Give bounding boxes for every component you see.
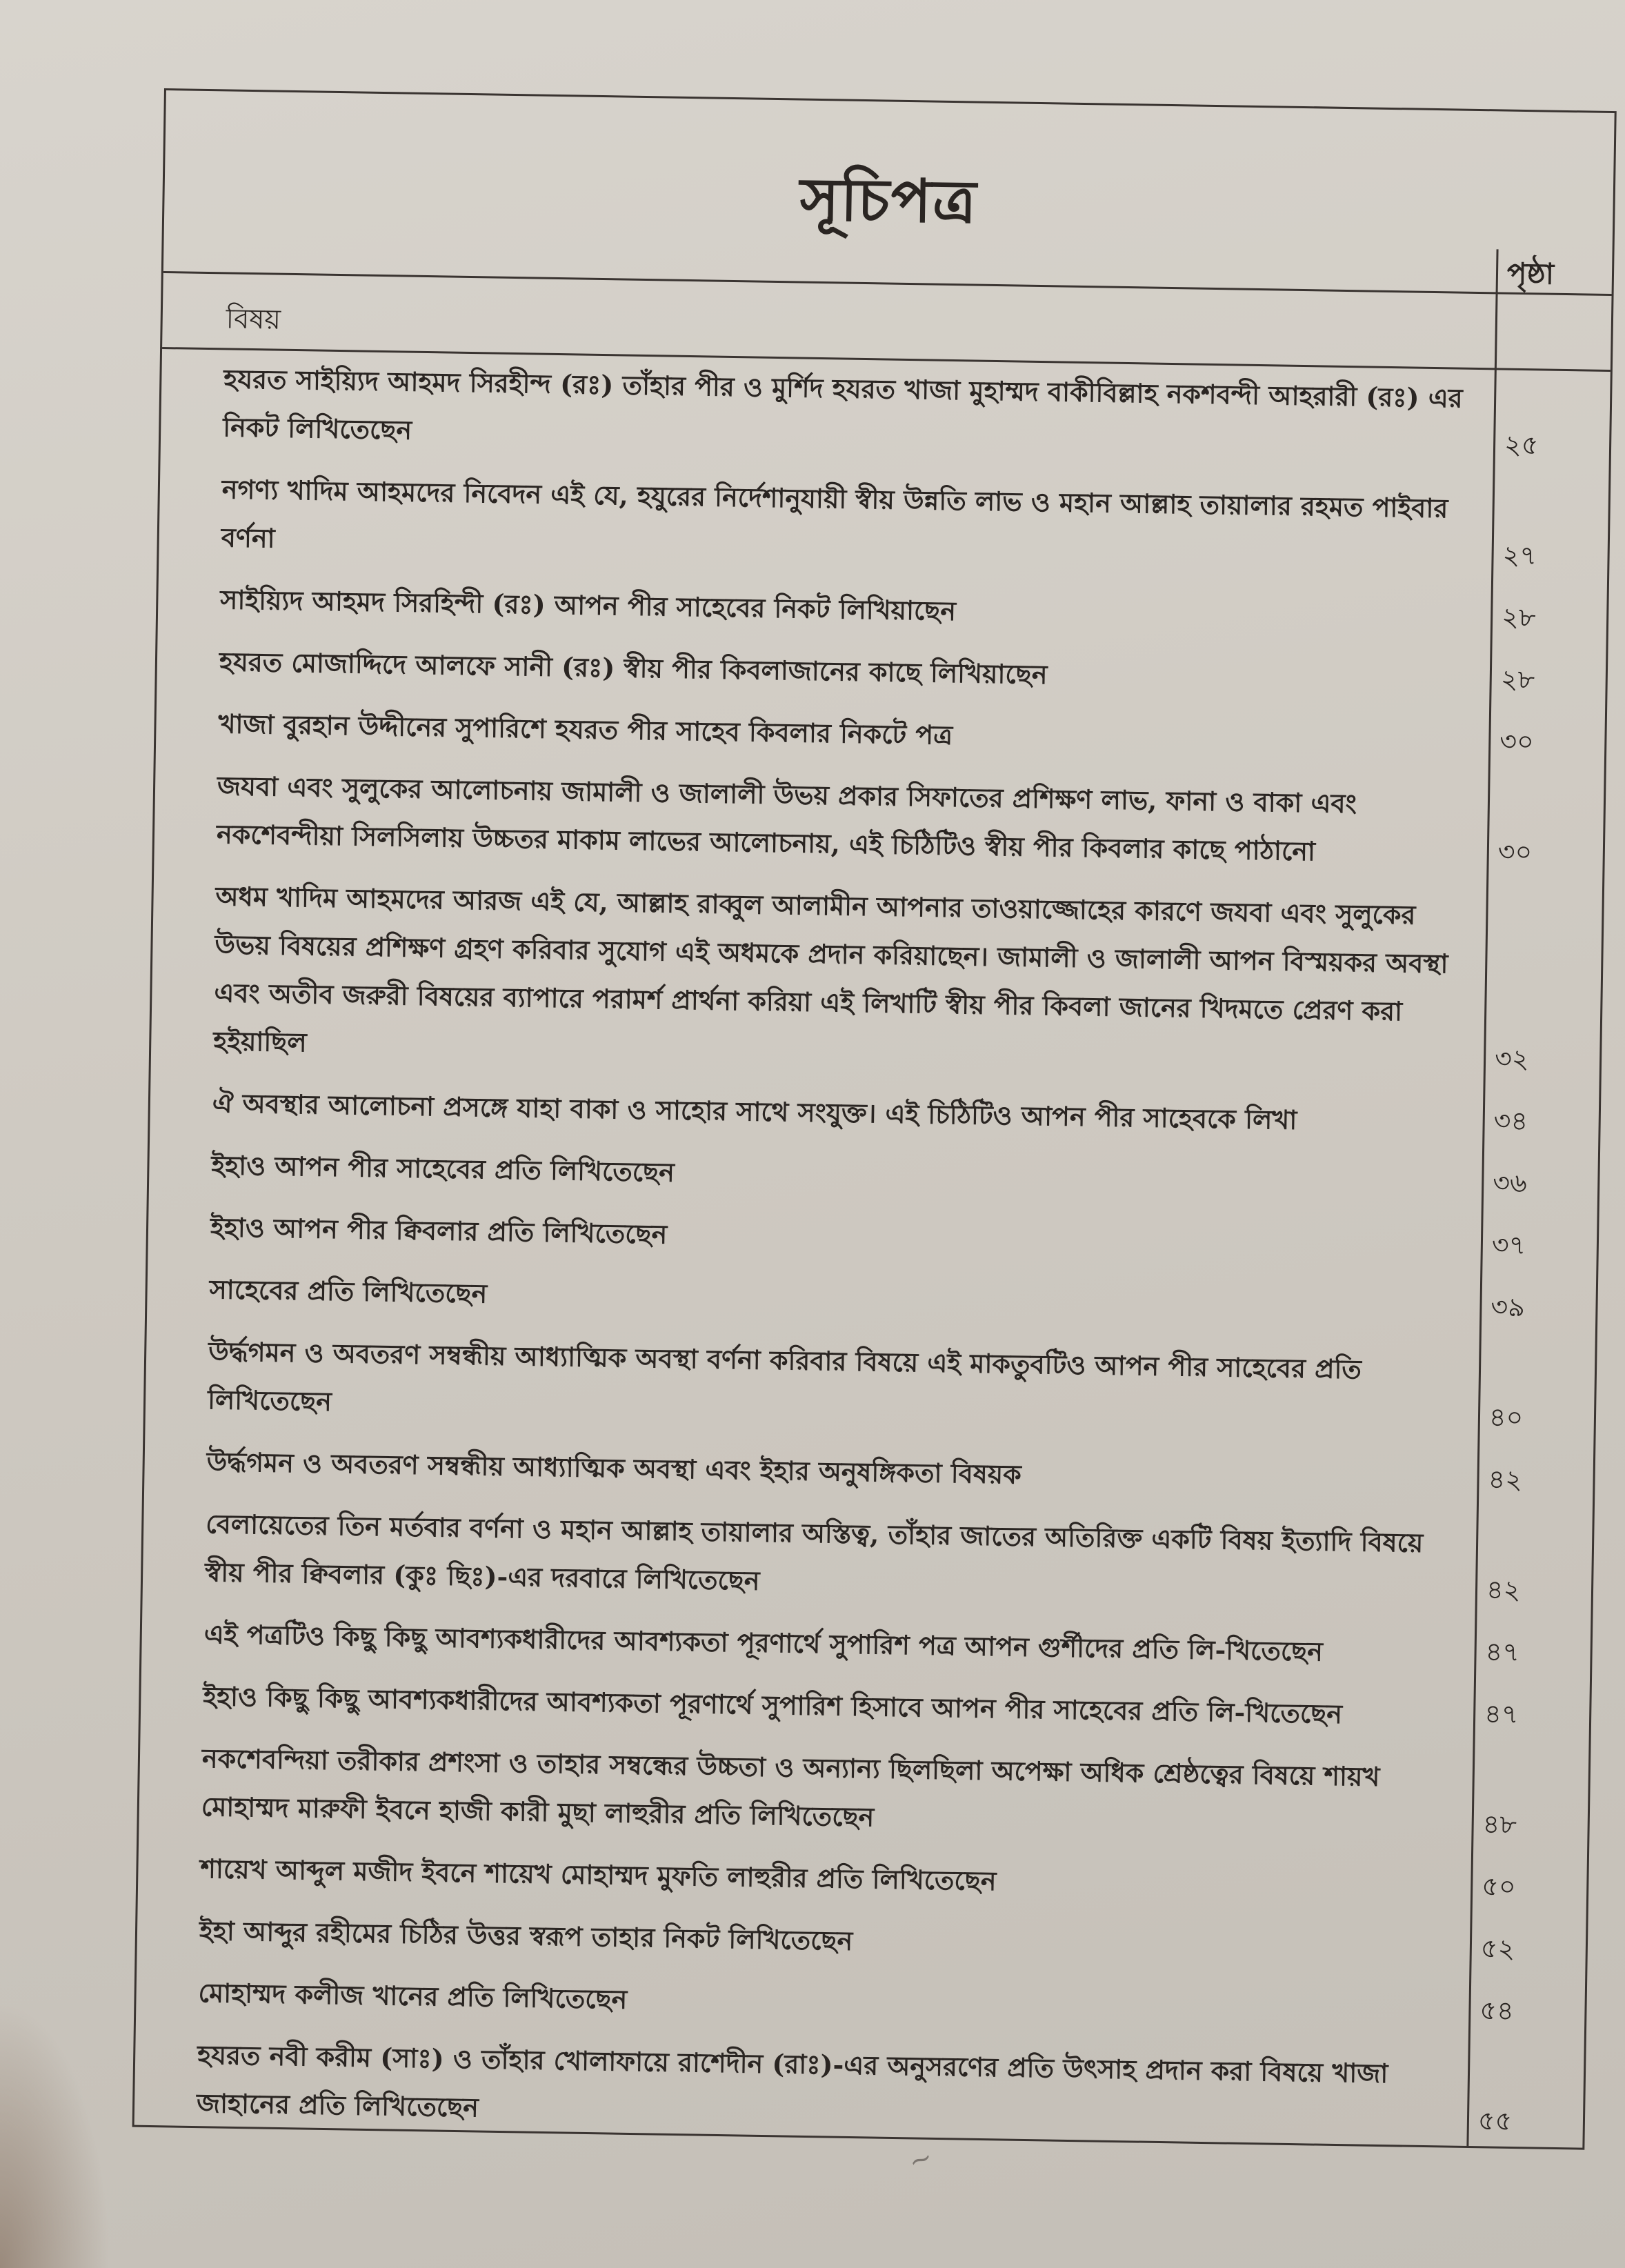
entry-text: ইহা আব্দুর রহীমের চিঠির উত্তর স্বরূপ তাহার নিকট লিখিতেছেন [199, 1915, 853, 1957]
finger-shadow [0, 2000, 110, 2268]
entry-page: ৪৭ [1485, 1636, 1520, 1668]
entry-page: ৫২ [1480, 1933, 1515, 1964]
entry-text: ইহাও কিছু কিছু আবশ্যকধারীদের আবশ্যকতা পূরণার্থে সুপারিশ হিসাবে আপন পীর সাহেবের প্রতি লি-খিতেছেন [203, 1680, 1343, 1730]
entry-page: ২৭ [1502, 539, 1537, 571]
entry-text: এই পত্রটিও কিছু কিছু আবশ্যকধারীদের আবশ্যকতা পূরণার্থে সুপারিশ পত্র আপন গুর্শীদের প্রতি লি-খিতেছেন [203, 1618, 1324, 1667]
entry-page: ৪২ [1486, 1574, 1521, 1606]
contents-table [132, 88, 1617, 2150]
entry-page: ৩৭ [1491, 1229, 1526, 1261]
entry-text: নগণ্য খাদিম আহমদের নিবেদন এই যে, হযুরের নির্দেশানুযায়ী স্বীয় উন্নতি লাভ ও মহান আল্লাহ তায়ালার রহমত পাইবার বর্ণনা [221, 473, 1448, 554]
entry-text: উর্দ্ধগমন ও অবতরণ সম্বন্ধীয় আধ্যাত্মিক অবস্থা বর্ণনা করিবার বিষয়ে এই মাকতুবটিও আপন পীর সাহেবের প্রতি লিখিতেছেন [207, 1335, 1362, 1418]
entry-text: জযবা এবং সুলুকের আলোচনায় জামালী ও জালালী উভয় প্রকার সিফাতের প্রশিক্ষণ লাভ, ফানা ও বাকা এবং নকশেবন্দীয়া সিলসিলায় উচ্চতর মাকাম লাভের আলোচনায়, এই চিঠিটিও স্বীয় পীর কিবলার কাছে পাঠানো [216, 770, 1357, 867]
entries-list [134, 347, 1611, 2148]
pencil-mark: ~ [904, 2140, 937, 2179]
entry-text: মোহাম্মদ কলীজ খানের প্রতি লিখিতেছেন [198, 1977, 628, 2015]
entry-page: ৪২ [1488, 1464, 1523, 1495]
entry-text: অধম খাদিম আহমদের আরজ এই যে, আল্লাহ রাব্বুল আলামীন আপনার তাওয়াজ্জোহের কারণে জযবা এবং সুলুকের উভয় বিষয়ের প্রশিক্ষণ গ্রহণ করিবার সুযোগ এই অধমকে প্রদান করিয়াছেন। জামালী ও জালালী আপন বিস্ময়কর অবস্থা এবং অতীব জরুরী বিষয়ের ব্যাপারে পরামর্শ প্রার্থনা করিয়া এই লিখাটি স্বীয় পীর কিবলা জানের খিদমতে প্রেরণ করা হইয়াছিল [212, 880, 1448, 1058]
entry-page: ৩৯ [1491, 1291, 1526, 1323]
list-item [134, 2023, 1584, 2156]
entry-page: ৩০ [1497, 836, 1533, 868]
entry-text: খাজা বুরহান উদ্দীনের সুপারিশে হযরত পীর সাহেব কিবলার নিকটে পত্র [218, 708, 953, 751]
entry-page: ৩৪ [1493, 1105, 1528, 1137]
header-subject: বিষয় [226, 303, 281, 336]
page-title: সূচিপত্র [799, 164, 979, 237]
header-page: পৃষ্ঠা [1506, 256, 1555, 291]
list-item [151, 864, 1602, 1094]
entry-page: ৫৪ [1479, 1995, 1515, 2027]
entry-page: ৫৫ [1477, 2105, 1513, 2137]
entry-page: ২৮ [1500, 664, 1535, 695]
entry-page: ৩৬ [1492, 1167, 1528, 1199]
entry-page: ২৫ [1504, 429, 1539, 461]
entry-page: ৩০ [1499, 726, 1535, 757]
entry-page: ৪০ [1488, 1402, 1524, 1433]
entry-page: ৪৭ [1484, 1698, 1519, 1730]
entry-text: হযরত মোজাদ্দিদে আলফে সানী (রঃ) স্বীয় পীর কিবলাজানের কাছে লিখিয়াছেন [219, 646, 1048, 690]
entry-page: ৪৮ [1482, 1809, 1517, 1840]
entry-page: ৩২ [1494, 1043, 1529, 1075]
entry-text: হযরত সাইয়্যিদ আহমদ সিরহীন্দ (রঃ) তাঁহার পীর ও মুর্শিদ হযরত খাজা মুহাম্মদ বাকীবিল্লাহ নকশবন্দী আহরারী (রঃ) এর নিকট লিখিতেছেন [222, 363, 1464, 446]
entry-text: উর্দ্ধগমন ও অবতরণ সম্বন্ধীয় আধ্যাত্মিক অবস্থা এবং ইহার অনুষঙ্গিকতা বিষয়ক [206, 1446, 1022, 1490]
entry-page: ২৮ [1501, 601, 1536, 633]
entry-text: ইহাও আপন পীর ক্বিবলার প্রতি লিখিতেছেন [210, 1211, 668, 1250]
entry-text: হযরত নবী করীম (সাঃ) ও তাঁহার খোলাফায়ে রাশেদীন (রাঃ)-এর অনুসরণের প্রতি উৎসাহ প্রদান করা বিষয়ে খাজা জাহানের প্রতি লিখিতেছেন [196, 2039, 1388, 2123]
entry-text: সাইয়্যিদ আহমদ সিরহিন্দী (রঃ) আপন পীর সাহেবের নিকট লিখিয়াছেন [220, 584, 957, 627]
entry-page: ৫০ [1481, 1871, 1517, 1902]
entry-text: সাহেবের প্রতি লিখিতেছেন [209, 1273, 488, 1309]
entry-text: নকশেবন্দিয়া তরীকার প্রশংসা ও তাহার সম্বন্ধের উচ্চতা ও অন্যান্য ছিলছিলা অপেক্ষা অধিক শ্রেষ্ঠত্বের বিষয়ে শায়খ মোহাম্মদ মারুফী ইবনে হাজী কারী মুছা লাহুরীর প্রতি লিখিতেছেন [201, 1742, 1380, 1833]
entry-text: বেলায়েতের তিন মর্তবার বর্ণনা ও মহান আল্লাহ তায়ালার অস্তিত্ব, তাঁহার জাতের অতিরিক্ত একটি বিষয় ইত্যাদি বিষয়ে স্বীয় পীর ক্বিবলার (কুঃ ছিঃ)-এর দরবারে লিখিতেছেন [204, 1508, 1424, 1596]
entry-text: ঐ অবস্থার আলোচনা প্রসঙ্গে যাহা বাকা ও সাহোর সাথে সংযুক্ত। এই চিঠিটিও আপন পীর সাহেবকে লিখা [212, 1087, 1297, 1135]
title-row [163, 90, 1615, 296]
entry-text: ইহাও আপন পীর সাহেবের প্রতি লিখিতেছেন [211, 1149, 675, 1188]
entry-text: শায়েখ আব্দুল মজীদ ইবনে শায়েখ মোহাম্মদ মুফতি লাহুরীর প্রতি লিখিতেছেন [200, 1853, 997, 1897]
